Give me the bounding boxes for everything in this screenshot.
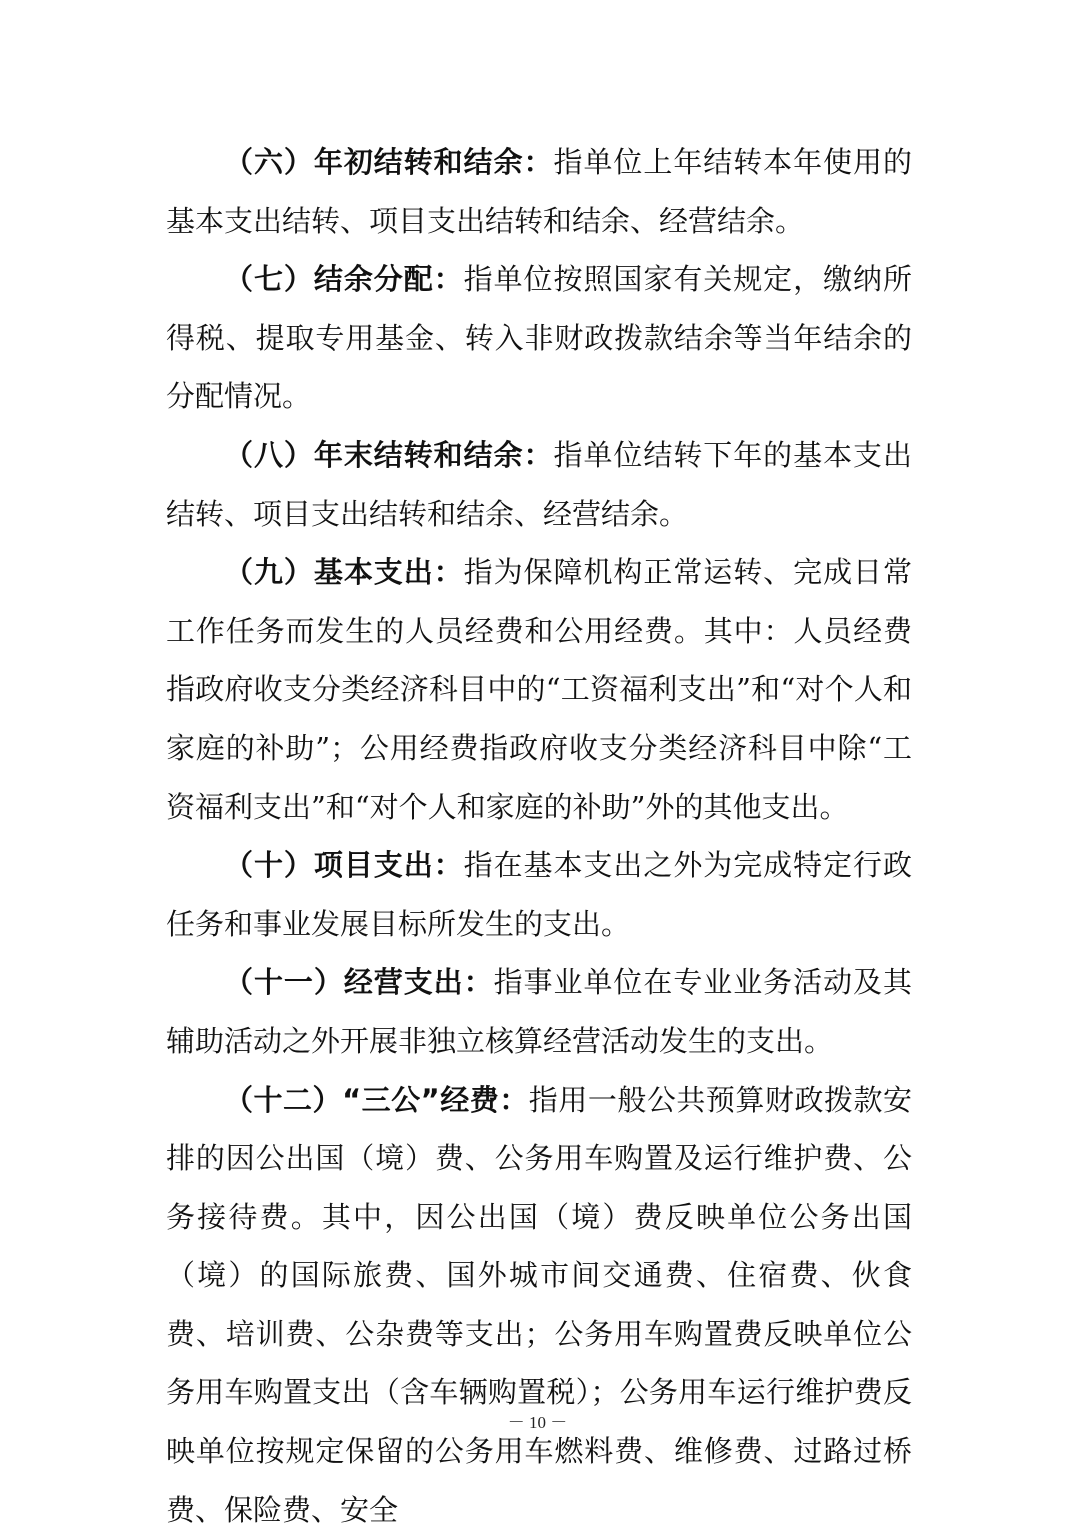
- heading-8: （八）年末结转和结余：: [224, 438, 554, 472]
- heading-11: （十一）经营支出：: [224, 965, 494, 999]
- paragraph-7: [166, 250, 912, 426]
- heading-12: （十二）“三公”经费：: [224, 1083, 529, 1117]
- body-10: 指在基本支出之外为完成特定行政任务和事业发展目标所发生的支出。: [166, 848, 912, 941]
- body-6: 指单位上年结转本年使用的基本支出结转、项目支出结转和结余、经营结余。: [166, 145, 912, 238]
- paragraph-9: [166, 543, 912, 836]
- body-11: 指事业单位在专业业务活动及其辅助活动之外开展非独立核算经营活动发生的支出。: [166, 965, 912, 1058]
- body-7: 指单位按照国家有关规定，缴纳所得税、提取专用基金、转入非财政拨款结余等当年结余的分配情况。: [166, 262, 912, 413]
- paragraph-6: [166, 133, 912, 250]
- paragraph-12: [166, 1071, 912, 1539]
- heading-9: （九）基本支出：: [224, 555, 464, 589]
- paragraph-8: [166, 426, 912, 543]
- body-8: 指单位结转下年的基本支出结转、项目支出结转和结余、经营结余。: [166, 438, 912, 531]
- page-number: － 10 －: [0, 1408, 1075, 1433]
- heading-10: （十）项目支出：: [224, 848, 464, 882]
- paragraph-10: [166, 836, 912, 953]
- body-12: 指用一般公共预算财政拨款安排的因公出国（境）费、公务用车购置及运行维护费、公务接待费。其中，因公出国（境）费反映单位公务出国（境）的国际旅费、国外城市间交通费、住宿费、伙食费、培训费、公杂费等支出；公务用车购置费反映单位公务用车购置支出（含车辆购置税）；公务用车运行维护费反映单位按规定保留的公务用车燃料费、维修费、过路过桥费、保险费、安全: [166, 1083, 912, 1527]
- body-9: 指为保障机构正常运转、完成日常工作任务而发生的人员经费和公用经费。其中：人员经费指政府收支分类经济科目中的“工资福利支出”和“对个人和家庭的补助”；公用经费指政府收支分类经济科目中除“工资福利支出”和“对个人和家庭的补助”外的其他支出。: [166, 555, 912, 823]
- paragraph-11: [166, 953, 912, 1070]
- heading-6: （六）年初结转和结余：: [224, 145, 554, 179]
- heading-7: （七）结余分配：: [224, 262, 464, 296]
- body-text: [166, 133, 912, 1539]
